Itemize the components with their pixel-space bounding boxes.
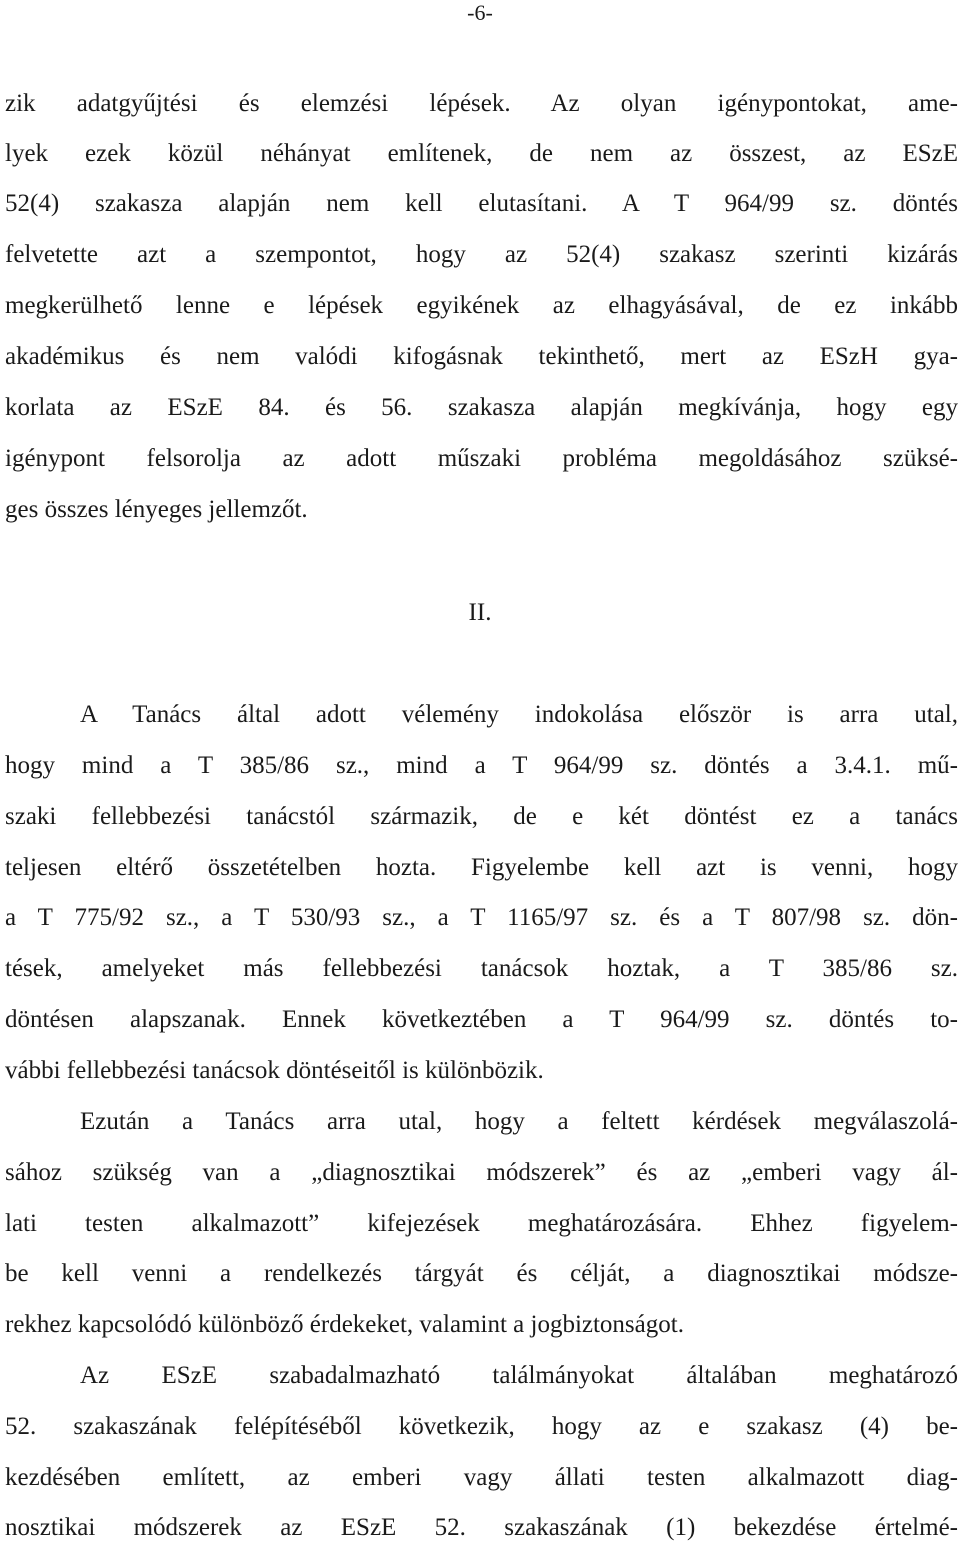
text-line: a T 775/92 sz., a T 530/93 sz., a T 1165/97 sz. és a T 807/98 sz. dön- — [5, 904, 958, 931]
text-line: ges összes lényeges jellemzőt. — [5, 496, 308, 523]
text-line: lyek ezek közül néhányat említenek, de nem az összest, az ESzE — [5, 140, 958, 167]
text-line: nosztikai módszerek az ESzE 52. szakaszának (1) bekezdése értelmé- — [5, 1514, 958, 1541]
text-line: 52. szakaszának felépítéséből következik, hogy az e szakasz (4) be- — [5, 1413, 958, 1440]
text-line: Az ESzE szabadalmazható találmányokat általában meghatározó — [80, 1362, 958, 1389]
text-line: döntésen alapszanak. Ennek következtében a T 964/99 sz. döntés to- — [5, 1006, 958, 1033]
text-line: felvetette azt a szempontot, hogy az 52(4) szakasz szerinti kizárás — [5, 241, 958, 268]
text-line: akadémikus és nem valódi kifogásnak tekinthető, mert az ESzH gya- — [5, 343, 958, 370]
text-line: zik adatgyűjtési és elemzési lépések. Az olyan igénypontokat, ame- — [5, 90, 958, 117]
text-line: megkerülhető lenne e lépések egyikének az elhagyásával, de ez inkább — [5, 292, 958, 319]
section-heading: II. — [468, 599, 492, 626]
text-line: vábbi fellebbezési tanácsok döntéseitől is különbözik. — [5, 1057, 544, 1084]
text-line: tések, amelyeket más fellebbezési tanácsok hoztak, a T 385/86 sz. — [5, 955, 958, 982]
text-line: korlata az ESzE 84. és 56. szakasza alapján megkívánja, hogy egy — [5, 394, 958, 421]
text-line: be kell venni a rendelkezés tárgyát és célját, a diagnosztikai módsze- — [5, 1260, 958, 1287]
text-line: sához szükség van a „diagnosztikai módszerek” és az „emberi vagy ál- — [5, 1159, 958, 1186]
text-line: Ezután a Tanács arra utal, hogy a feltett kérdések megválaszolá- — [80, 1108, 958, 1135]
text-line: A Tanács által adott vélemény indokolása először is arra utal, — [80, 701, 958, 728]
text-line: teljesen eltérő összetételben hozta. Figyelembe kell azt is venni, hogy — [5, 854, 958, 881]
text-line: lati testen alkalmazott” kifejezések meghatározására. Ehhez figyelem- — [5, 1210, 958, 1237]
text-line: szaki fellebbezési tanácstól származik, de e két döntést ez a tanács — [5, 803, 958, 830]
text-line: igénypont felsorolja az adott műszaki probléma megoldásához szüksé- — [5, 445, 958, 472]
text-line: kezdésében említett, az emberi vagy állati testen alkalmazott diag- — [5, 1464, 958, 1491]
text-line: 52(4) szakasza alapján nem kell elutasítani. A T 964/99 sz. döntés — [5, 190, 958, 217]
text-line: hogy mind a T 385/86 sz., mind a T 964/99 sz. döntés a 3.4.1. mű- — [5, 752, 958, 779]
page-number: -6- — [467, 0, 493, 25]
text-line: rekhez kapcsolódó különböző érdekeket, valamint a jogbiztonságot. — [5, 1311, 684, 1338]
